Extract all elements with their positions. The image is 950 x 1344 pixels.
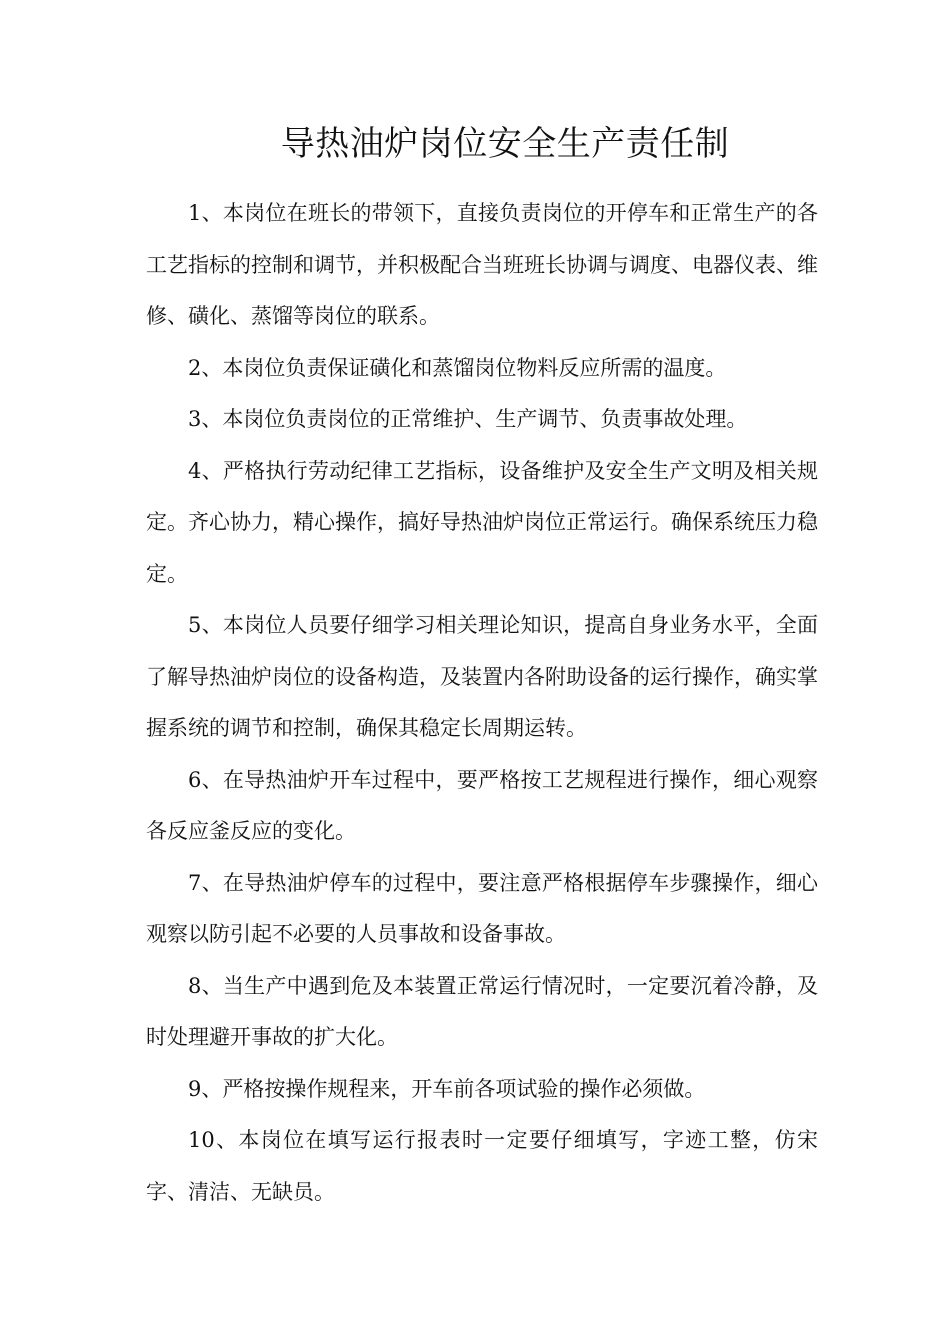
- paragraph-4: 4、严格执行劳动纪律工艺指标，设备维护及安全生产文明及相关规定。齐心协力，精心操作，搞好导热油炉岗位正常运行。确保系统压力稳定。: [146, 458, 818, 586]
- paragraph-7: 7、在导热油炉停车的过程中，要注意严格根据停车步骤操作，细心观察以防引起不必要的人员事故和设备事故。: [146, 870, 818, 946]
- paragraph-9: 9、严格按操作规程来，开车前各项试验的操作必须做。: [188, 1076, 706, 1101]
- paragraph-5: 5、本岗位人员要仔细学习相关理论知识，提高自身业务水平，全面了解导热油炉岗位的设备构造，及装置内各附助设备的运行操作，确实掌握系统的调节和控制，确保其稳定长周期运转。: [146, 613, 818, 740]
- document-body: [146, 188, 818, 1218]
- paragraph-1: 1、本岗位在班长的带领下，直接负责岗位的开停车和正常生产的各工艺指标的控制和调节，并积极配合当班班长协调与调度、电器仪表、维修、磺化、蒸馏等岗位的联系。: [146, 201, 818, 328]
- paragraph-6: 6、在导热油炉开车过程中，要严格按工艺规程进行操作，细心观察各反应釜反应的变化。: [146, 767, 818, 843]
- document-title: 导热油炉岗位安全生产责任制: [280, 124, 730, 164]
- paragraph-8: 8、当生产中遇到危及本装置正常运行情况时，一定要沉着冷静，及时处理避开事故的扩大化。: [146, 973, 818, 1049]
- paragraph-3: 3、本岗位负责岗位的正常维护、生产调节、负责事故处理。: [188, 407, 748, 431]
- paragraph-10: 10、本岗位在填写运行报表时一定要仔细填写，字迹工整，仿宋字、清洁、无缺员。: [146, 1128, 818, 1204]
- paragraph-2: 2、本岗位负责保证磺化和蒸馏岗位物料反应所需的温度。: [188, 355, 727, 380]
